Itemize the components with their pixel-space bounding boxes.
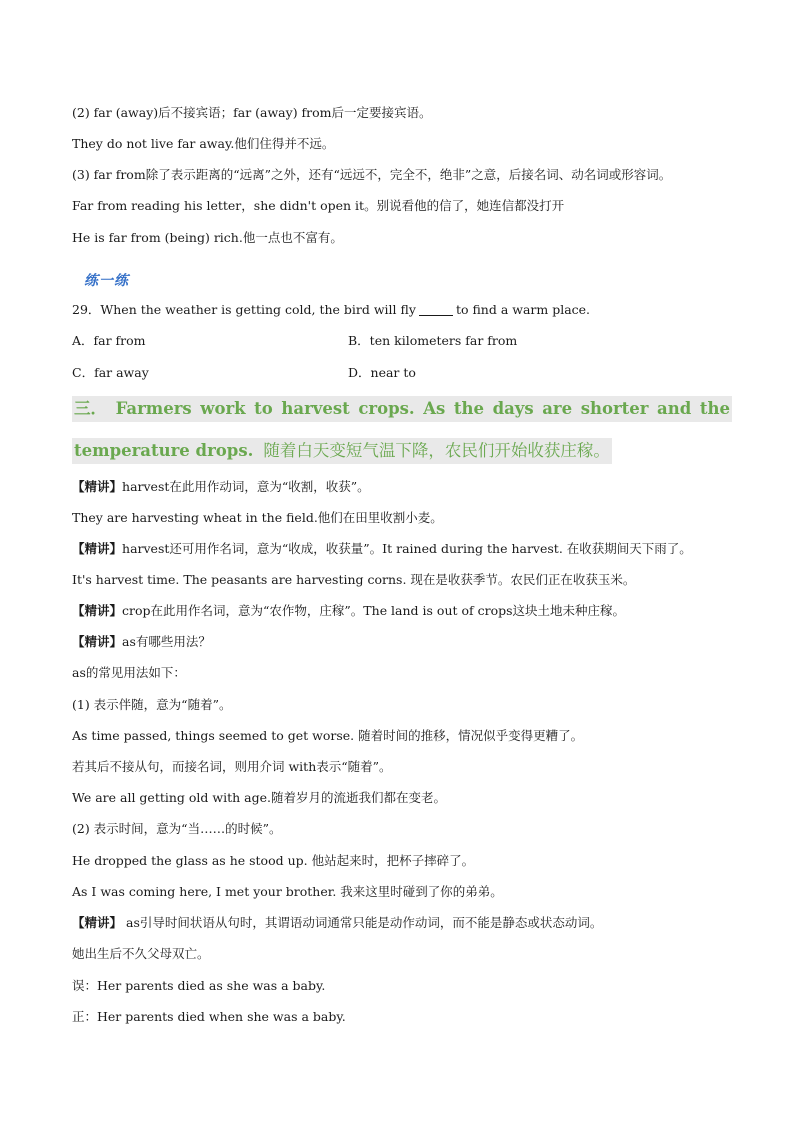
note-text: harvest在此用作动词，意为“收割，收获”。 <box>122 479 370 494</box>
heading-word: crops. <box>358 399 415 418</box>
heading-word: days <box>492 399 534 418</box>
text-line: 若其后不接从句，而接名词，则用介词 with表示“随着”。 <box>72 759 392 774</box>
wrong-example: 误：Her parents died as she was a baby. <box>72 978 326 993</box>
heading-word: to <box>254 399 273 418</box>
question-text-end: to find a warm place. <box>455 302 591 317</box>
practice-heading: 练一练 <box>84 273 129 289</box>
heading-word: harvest <box>281 399 350 418</box>
note-label: 【精讲】 <box>72 634 123 649</box>
option-b: B．ten kilometers far from <box>348 333 518 348</box>
example-line: We are all getting old with age.随着岁月的流逝我们都在变老。 <box>72 790 446 805</box>
example-line: As time passed, things seemed to get worse. 随着时间的推移，情况似乎变得更糟了。 <box>72 728 584 743</box>
text-line: as的常见用法如下： <box>72 665 186 680</box>
note-line <box>72 478 732 496</box>
note-text: as有哪些用法？ <box>122 634 211 649</box>
text-line: They do not live far away.他们住得并不远。 <box>72 136 335 151</box>
heading-word: and <box>657 399 692 418</box>
heading-word: the <box>699 399 730 418</box>
heading-word: As <box>423 399 446 418</box>
heading-word: the <box>453 399 484 418</box>
note-label: 【精讲】 <box>72 541 123 556</box>
heading-chinese: 随着白天变短气温下降，农民们开始收获庄稼。 <box>263 441 610 460</box>
text-line: Far from reading his letter，she didn't open it。别说看他的信了，她连信都没打开 <box>72 198 565 213</box>
correct-example: 正：Her parents died when she was a baby. <box>72 1009 346 1024</box>
section-heading-line-1 <box>72 396 732 422</box>
text-line: (1) 表示伴随，意为“随着”。 <box>72 697 232 712</box>
note-line <box>72 540 732 558</box>
heading-word: shorter <box>580 399 649 418</box>
note-label: 【精讲】 <box>72 915 123 930</box>
text-line: He is far from (being) rich.他一点也不富有。 <box>72 230 343 245</box>
heading-word: Farmers <box>115 399 192 418</box>
note-label: 【精讲】 <box>72 603 123 618</box>
note-text: as引导时间状语从句时，其谓语动词通常只能是动作动词，而不能是静态或状态动词。 <box>122 915 603 930</box>
option-c: C．far away <box>72 365 149 380</box>
text-line: (3) far from除了表示距离的“远离”之外，还有“远远不，完全不，绝非”之意，后接名词、动名词或形容词。 <box>72 167 672 182</box>
text-line: 她出生后不久父母双亡。 <box>72 946 210 961</box>
example-line: It's harvest time. The peasants are harvesting corns. 现在是收获季节。农民们正在收获玉米。 <box>72 572 636 587</box>
note-line <box>72 602 732 620</box>
note-line <box>72 914 732 932</box>
heading-english: temperature drops. <box>74 441 254 460</box>
section-number: 三． <box>74 399 107 418</box>
example-line: He dropped the glass as he stood up. 他站起来时，把杯子摔碎了。 <box>72 853 475 868</box>
note-line <box>72 633 732 651</box>
answer-blank <box>419 315 453 316</box>
text-line: (2) far (away)后不接宾语；far (away) from后一定要接宾语。 <box>72 105 432 120</box>
example-line: As I was coming here, I met your brother. 我来这里时碰到了你的弟弟。 <box>72 884 503 899</box>
example-line: They are harvesting wheat in the field.他们在田里收割小麦。 <box>72 510 443 525</box>
heading-word: work <box>200 399 246 418</box>
section-heading-line-2 <box>72 438 612 464</box>
heading-word: are <box>542 399 573 418</box>
option-d: D．near to <box>348 365 416 380</box>
question-text: 29．When the weather is getting cold, the bird will fly <box>72 302 416 317</box>
note-text: crop在此用作名词，意为“农作物，庄稼”。The land is out of crops这块土地未种庄稼。 <box>122 603 626 618</box>
note-label: 【精讲】 <box>72 479 123 494</box>
text-line: (2) 表示时间，意为“当……的时候”。 <box>72 821 282 836</box>
question-29 <box>72 301 732 319</box>
note-text: harvest还可用作名词，意为“收成，收获量”。It rained during the harvest. 在收获期间天下雨了。 <box>122 541 692 556</box>
option-a: A．far from <box>72 333 146 348</box>
